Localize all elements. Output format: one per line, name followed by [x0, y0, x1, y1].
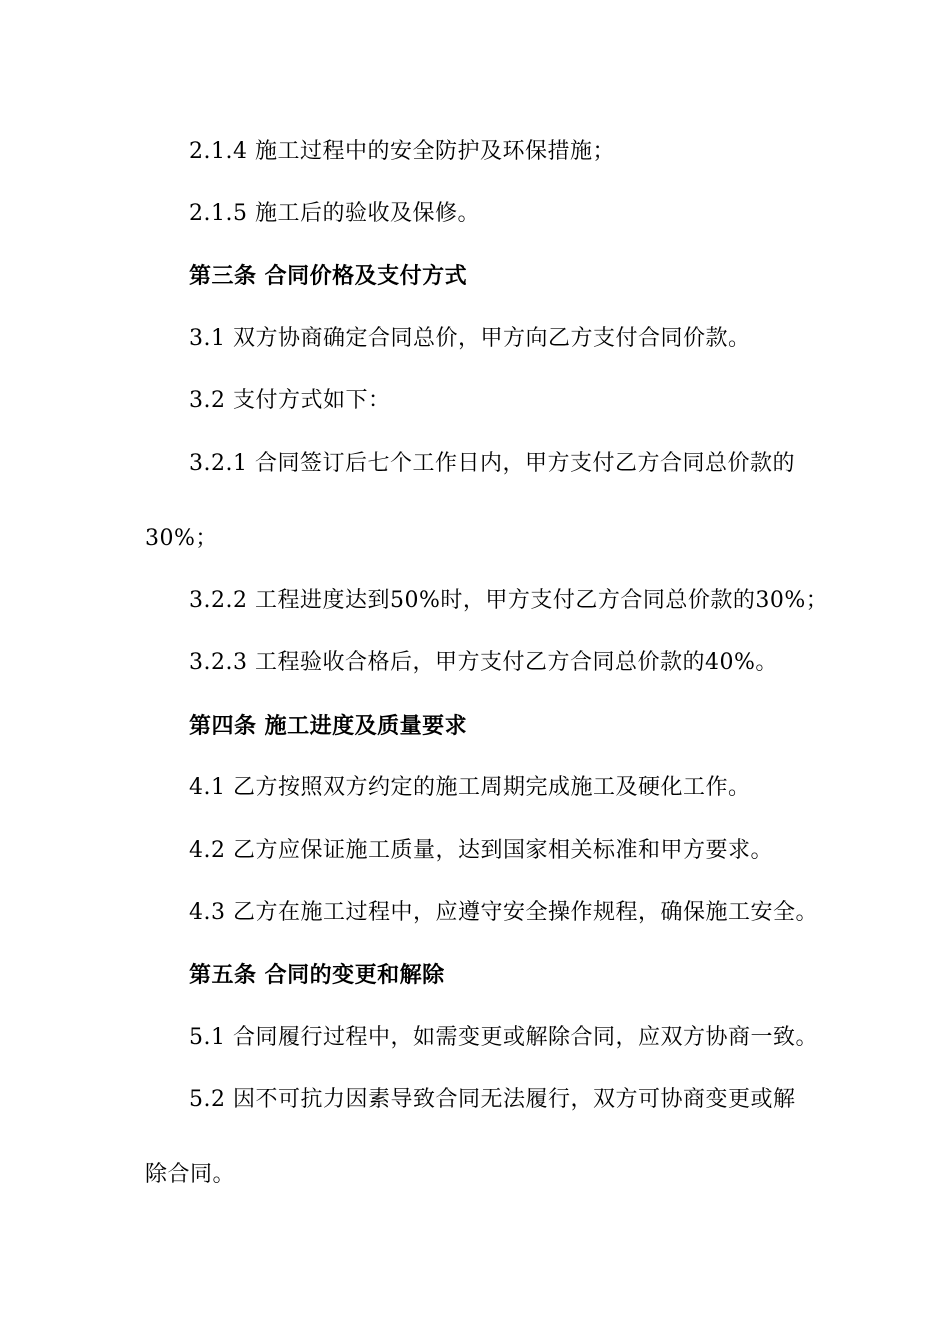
clause-5-1: 5.1 合同履行过程中，如需变更或解除合同，应双方协商一致。 [189, 1025, 818, 1050]
clause-4-1: 4.1 乙方按照双方约定的施工周期完成施工及硬化工作。 [189, 775, 751, 800]
clause-3-2: 3.2 支付方式如下： [189, 388, 391, 413]
clause-4-3: 4.3 乙方在施工过程中，应遵守安全操作规程，确保施工安全。 [189, 900, 818, 925]
clause-3-2-1-continued: 30%； [145, 526, 218, 551]
clause-5-2-continued: 除合同。 [145, 1162, 236, 1187]
clause-5-2: 5.2 因不可抗力因素导致合同无法履行，双方可协商变更或解 [189, 1087, 796, 1112]
article-4-heading: 第四条 施工进度及质量要求 [189, 713, 468, 739]
clause-3-2-1: 3.2.1 合同签订后七个工作日内，甲方支付乙方合同总价款的 [189, 451, 795, 476]
clause-3-1: 3.1 双方协商确定合同总价，甲方向乙方支付合同价款。 [189, 326, 751, 351]
clause-2-1-4: 2.1.4 施工过程中的安全防护及环保措施； [189, 139, 615, 164]
clause-3-2-2: 3.2.2 工程进度达到50%时，甲方支付乙方合同总价款的30%； [189, 588, 829, 613]
clause-4-2: 4.2 乙方应保证施工质量，达到国家相关标准和甲方要求。 [189, 838, 773, 863]
article-3-heading: 第三条 合同价格及支付方式 [189, 263, 468, 289]
article-5-heading: 第五条 合同的变更和解除 [189, 962, 445, 988]
clause-2-1-5: 2.1.5 施工后的验收及保修。 [189, 201, 480, 226]
clause-3-2-3: 3.2.3 工程验收合格后，甲方支付乙方合同总价款的40%。 [189, 650, 778, 675]
